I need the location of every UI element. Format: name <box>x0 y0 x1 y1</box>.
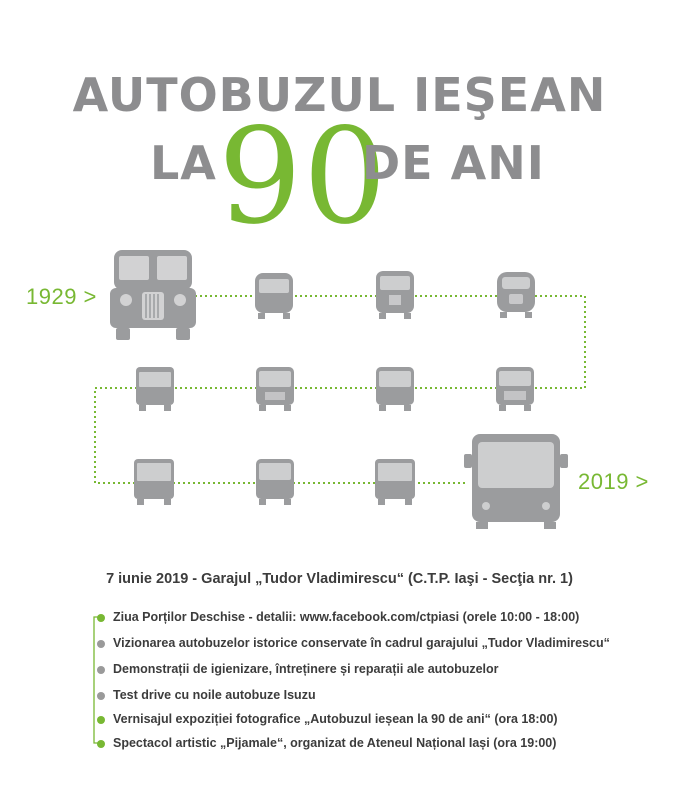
program-item-1: Ziua Porților Deschise - detalii: www.facebook.com/ctpiasi (orele 10:00 - 18:00) <box>113 610 580 624</box>
year-start-label: 1929 > <box>26 284 97 309</box>
vintage-bus-icon <box>375 270 415 320</box>
modern-bus-2019-icon <box>464 432 568 530</box>
program-item-3: Demonstrații de igienizare, întreținere și reparații ale autobuzelor <box>113 662 499 676</box>
program-bullet <box>97 614 105 622</box>
vintage-bus-icon <box>254 272 294 320</box>
title-de-ani: DE ANI <box>362 136 545 190</box>
bus-icon <box>495 366 535 412</box>
program-bullet <box>97 716 105 724</box>
program-bullet <box>97 640 105 648</box>
vintage-bus-icon <box>496 270 536 320</box>
program-item-2: Vizionarea autobuzelor istorice conservate în cadrul garajului „Tudor Vladimirescu“ <box>113 636 610 650</box>
title-la: LA <box>150 136 217 190</box>
bus-icon <box>255 366 295 412</box>
bus-icon <box>133 458 175 506</box>
year-end-label: 2019 > <box>578 469 649 494</box>
bus-icon <box>375 366 415 412</box>
program-item-6: Spectacol artistic „Pijamale“, organizat de Ateneul Național Iași (ora 19:00) <box>113 736 557 750</box>
bus-icon <box>135 366 175 412</box>
title-90-number: 90 <box>218 100 388 254</box>
bus-icon <box>374 458 416 506</box>
program-bullet <box>97 666 105 674</box>
program-bullet <box>97 692 105 700</box>
poster-title-line1: AUTOBUZUL IEŞEAN <box>72 68 607 122</box>
vintage-bus-1929-icon <box>110 248 196 342</box>
bus-icon <box>255 458 295 506</box>
program-bullet <box>97 740 105 748</box>
program-item-4: Test drive cu noile autobuze Isuzu <box>113 688 316 702</box>
program-item-5: Vernisajul expoziției fotografice „Autobuzul ieșean la 90 de ani“ (ora 18:00) <box>113 712 558 726</box>
event-heading: 7 iunie 2019 - Garajul „Tudor Vladimirescu“ (C.T.P. Iaşi - Secţia nr. 1) <box>106 571 573 587</box>
